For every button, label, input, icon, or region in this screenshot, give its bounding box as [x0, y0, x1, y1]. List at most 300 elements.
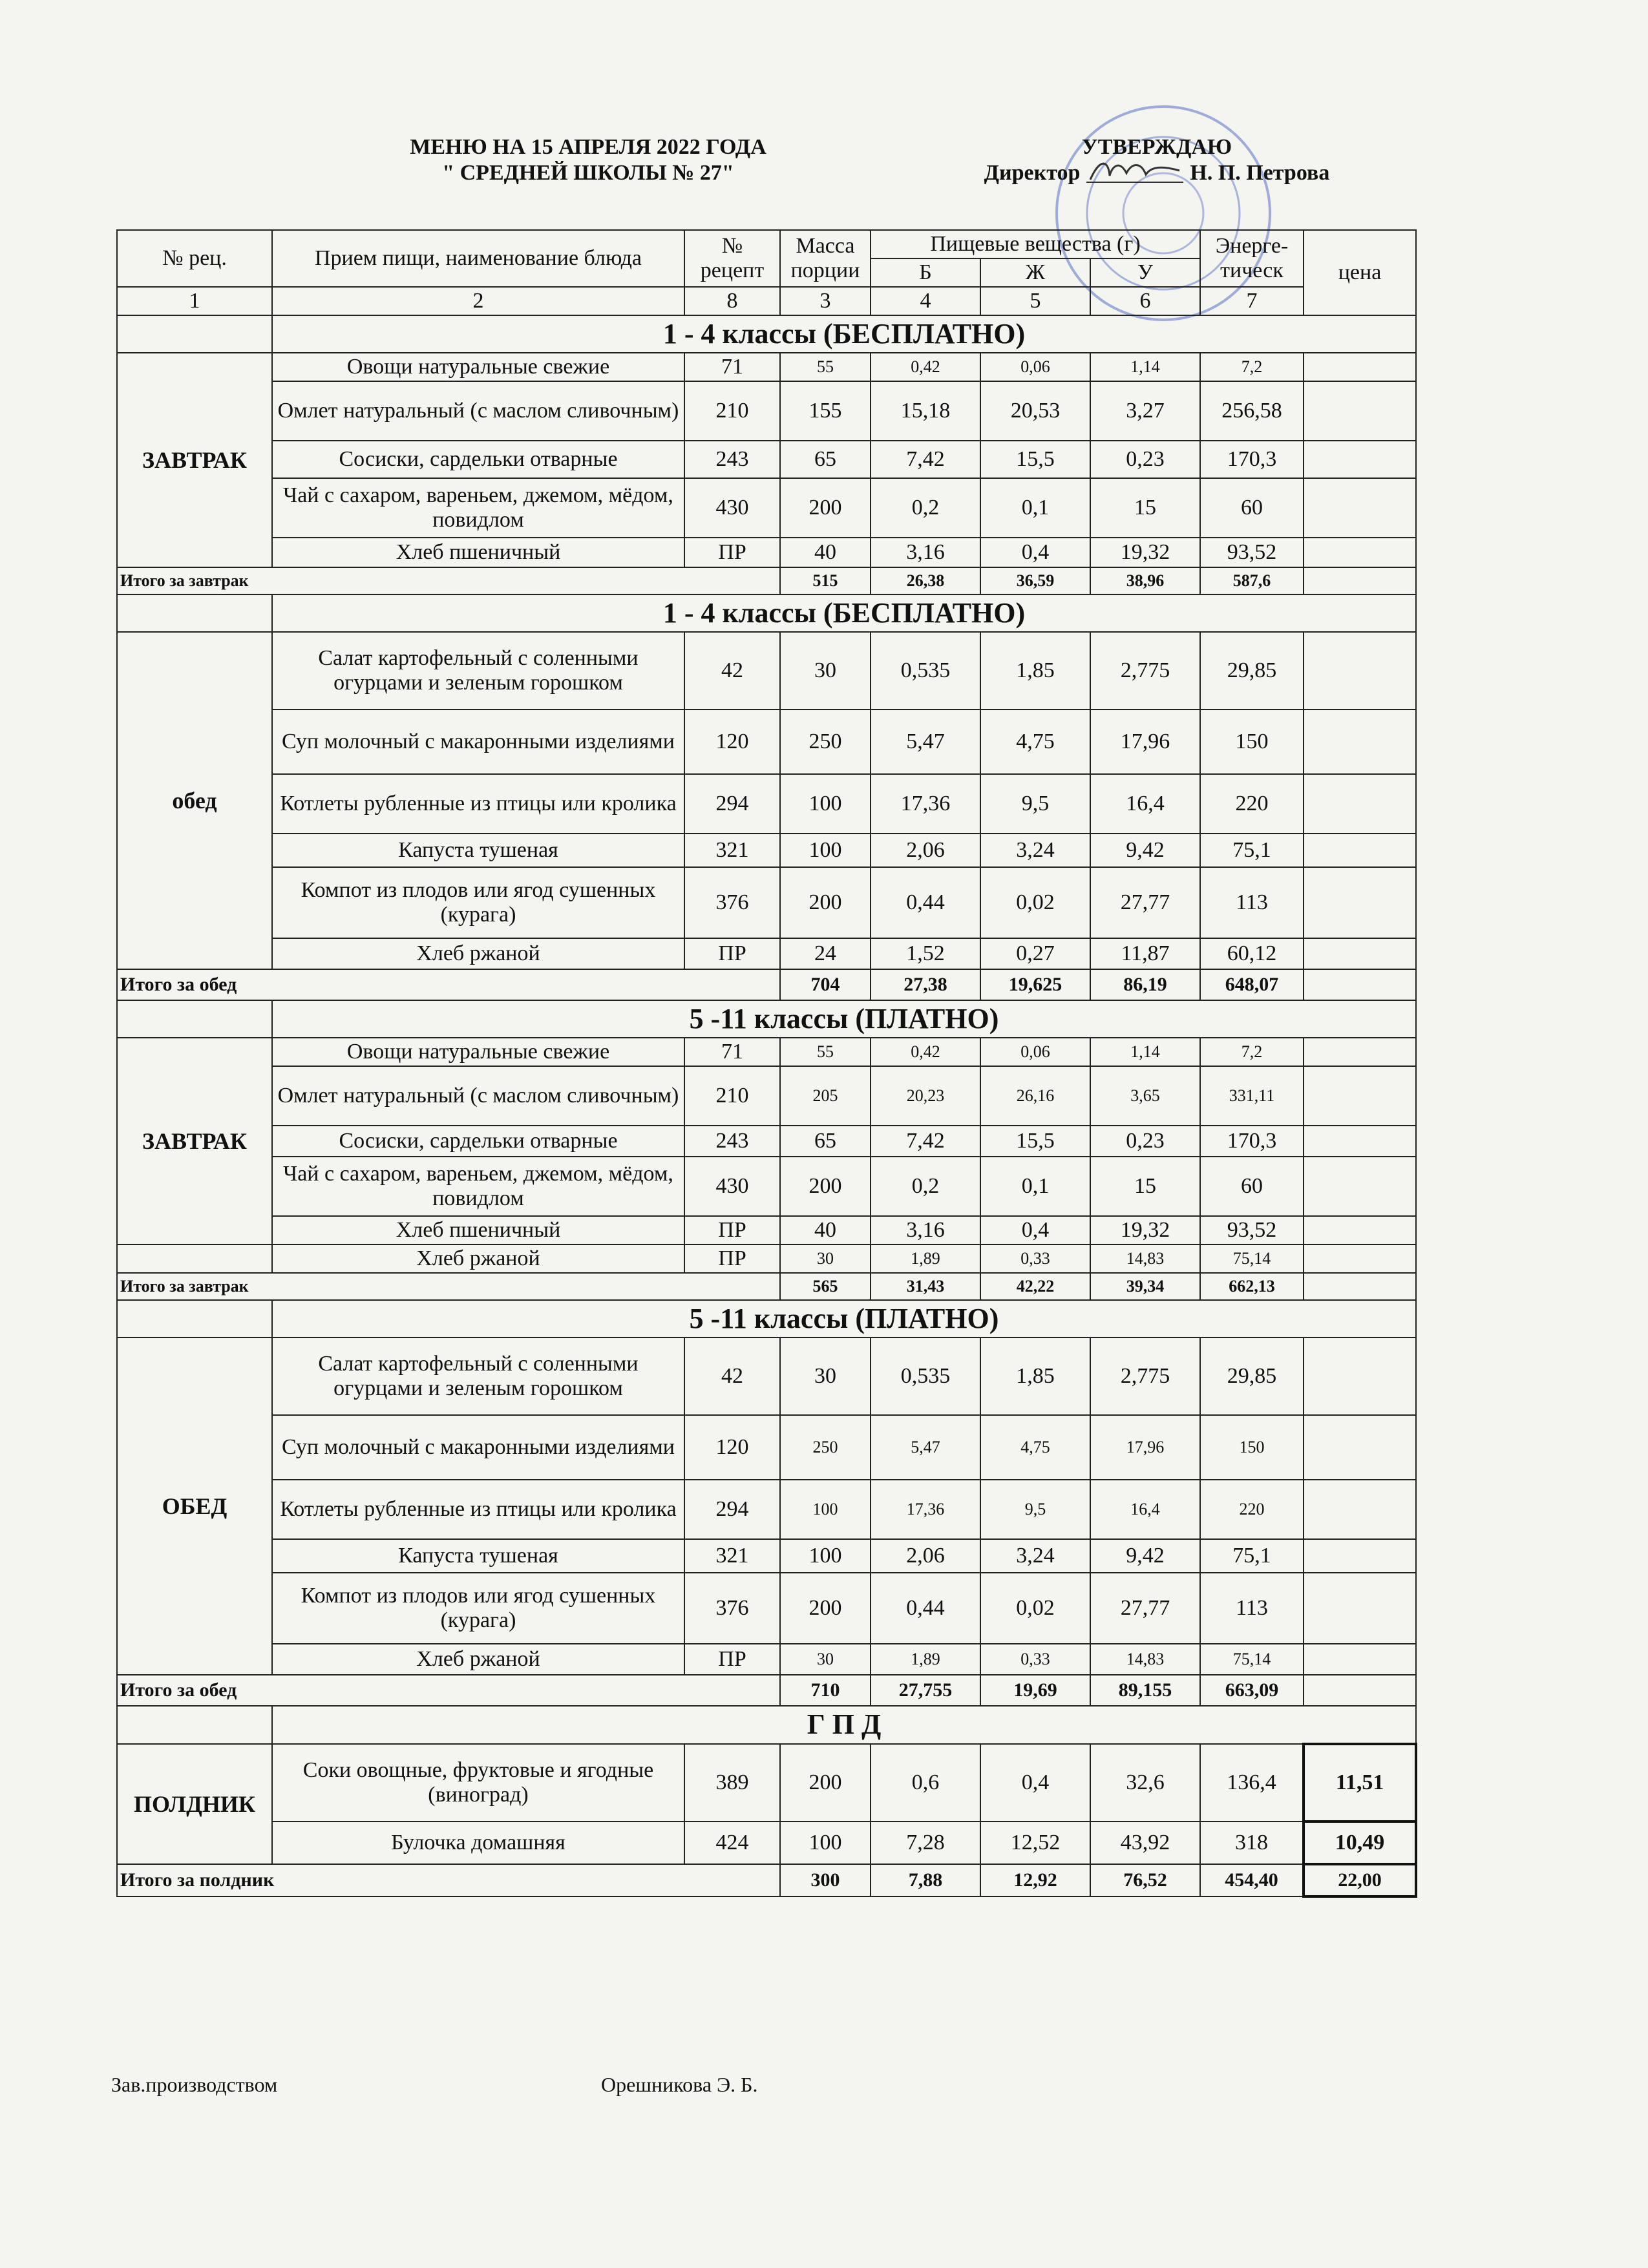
dish-name: Капуста тушеная — [272, 1539, 684, 1573]
carbs: 14,83 — [1090, 1644, 1200, 1675]
table-row — [117, 1480, 1416, 1539]
protein: 0,535 — [871, 1338, 980, 1415]
fat: 0,33 — [980, 1644, 1090, 1675]
price — [1304, 1126, 1416, 1157]
section-row — [117, 1300, 1416, 1338]
header-row — [117, 230, 1416, 258]
energy: 170,3 — [1200, 1126, 1304, 1157]
dish-name: Хлеб ржаной — [272, 1244, 684, 1273]
table-row — [117, 1126, 1416, 1157]
price — [1304, 1573, 1416, 1644]
total-label: Итого за обед — [117, 969, 780, 1000]
colnum: 8 — [684, 287, 780, 315]
approval-block — [931, 134, 1383, 186]
dish-name: Салат картофельный с соленными огурцами и зеленым горошком — [272, 1338, 684, 1415]
fat: 0,02 — [980, 1573, 1090, 1644]
carbs: 2,775 — [1090, 1338, 1200, 1415]
section-title: 5 -11 классы (ПЛАТНО) — [272, 1000, 1416, 1038]
fat: 20,53 — [980, 381, 1090, 441]
empty-cell — [117, 1244, 272, 1273]
total-row — [117, 1864, 1416, 1896]
meal-label: ЗАВТРАК — [117, 1038, 272, 1244]
section-row — [117, 594, 1416, 632]
approval-position: Директор — [984, 161, 1081, 185]
table-row — [117, 1244, 1416, 1273]
carbs: 11,87 — [1090, 938, 1200, 969]
colnum: 6 — [1090, 287, 1200, 315]
mass: 24 — [780, 938, 871, 969]
total-mass: 300 — [780, 1864, 871, 1896]
protein: 1,89 — [871, 1644, 980, 1675]
dish-name: Компот из плодов или ягод сушенных (курага) — [272, 867, 684, 938]
price — [1304, 709, 1416, 774]
dish-name: Хлеб ржаной — [272, 938, 684, 969]
total-row — [117, 969, 1416, 1000]
energy: 136,4 — [1200, 1744, 1304, 1822]
total-protein: 31,43 — [871, 1273, 980, 1300]
protein: 2,06 — [871, 834, 980, 867]
dish-name: Суп молочный с макаронными изделиями — [272, 1415, 684, 1480]
meal-label: ОБЕД — [117, 1338, 272, 1675]
carbs: 3,65 — [1090, 1066, 1200, 1126]
recipe-no: 210 — [684, 1066, 780, 1126]
energy: 75,1 — [1200, 1539, 1304, 1573]
table-row — [117, 1822, 1416, 1864]
fat: 26,16 — [980, 1066, 1090, 1126]
energy: 150 — [1200, 709, 1304, 774]
carbs: 2,775 — [1090, 632, 1200, 709]
mass: 100 — [780, 834, 871, 867]
recipe-no: 430 — [684, 1157, 780, 1216]
table-row — [117, 1644, 1416, 1675]
fat: 0,33 — [980, 1244, 1090, 1273]
energy: 75,14 — [1200, 1644, 1304, 1675]
section-row — [117, 1706, 1416, 1744]
recipe-no: 42 — [684, 632, 780, 709]
price — [1304, 1415, 1416, 1480]
meal-label: ПОЛДНИК — [117, 1744, 272, 1864]
total-energy: 663,09 — [1200, 1675, 1304, 1706]
price — [1304, 938, 1416, 969]
price: 11,51 — [1304, 1744, 1416, 1822]
carbs: 43,92 — [1090, 1822, 1200, 1864]
dish-name: Салат картофельный с соленными огурцами и зеленым горошком — [272, 632, 684, 709]
carbs: 3,27 — [1090, 381, 1200, 441]
energy: 113 — [1200, 1573, 1304, 1644]
protein: 7,42 — [871, 441, 980, 478]
mass: 40 — [780, 1216, 871, 1244]
price — [1304, 1644, 1416, 1675]
recipe-no: ПР — [684, 1644, 780, 1675]
header-energy: Энерге- тическ — [1200, 230, 1304, 287]
protein: 7,42 — [871, 1126, 980, 1157]
price — [1304, 1244, 1416, 1273]
fat: 0,4 — [980, 1216, 1090, 1244]
total-fat: 42,22 — [980, 1273, 1090, 1300]
protein: 0,42 — [871, 353, 980, 381]
fat: 0,4 — [980, 538, 1090, 567]
price — [1304, 441, 1416, 478]
table-row — [117, 1338, 1416, 1415]
dish-name: Омлет натуральный (с маслом сливочным) — [272, 1066, 684, 1126]
fat: 0,06 — [980, 1038, 1090, 1066]
total-fat: 19,69 — [980, 1675, 1090, 1706]
mass: 200 — [780, 867, 871, 938]
carbs: 15 — [1090, 1157, 1200, 1216]
energy: 170,3 — [1200, 441, 1304, 478]
table-row — [117, 1415, 1416, 1480]
table-row — [117, 441, 1416, 478]
dish-name: Компот из плодов или ягод сушенных (курага) — [272, 1573, 684, 1644]
menu-table — [116, 229, 1417, 1898]
table-row — [117, 478, 1416, 538]
recipe-no: 243 — [684, 441, 780, 478]
total-protein: 26,38 — [871, 567, 980, 594]
energy: 331,11 — [1200, 1066, 1304, 1126]
total-protein: 27,38 — [871, 969, 980, 1000]
mass: 100 — [780, 774, 871, 834]
recipe-no: ПР — [684, 938, 780, 969]
total-price — [1304, 1675, 1416, 1706]
fat: 1,85 — [980, 1338, 1090, 1415]
colnum: 4 — [871, 287, 980, 315]
mass: 30 — [780, 632, 871, 709]
protein: 3,16 — [871, 538, 980, 567]
mass: 200 — [780, 1157, 871, 1216]
fat: 9,5 — [980, 1480, 1090, 1539]
dish-name: Хлеб пшеничный — [272, 538, 684, 567]
dish-name: Котлеты рубленные из птицы или кролика — [272, 774, 684, 834]
fat: 4,75 — [980, 1415, 1090, 1480]
price — [1304, 834, 1416, 867]
total-energy: 648,07 — [1200, 969, 1304, 1000]
carbs: 15 — [1090, 478, 1200, 538]
carbs: 27,77 — [1090, 867, 1200, 938]
fat: 1,85 — [980, 632, 1090, 709]
total-fat: 19,625 — [980, 969, 1090, 1000]
colnum: 7 — [1200, 287, 1304, 315]
energy: 113 — [1200, 867, 1304, 938]
protein: 20,23 — [871, 1066, 980, 1126]
recipe-no: 42 — [684, 1338, 780, 1415]
table-row — [117, 1539, 1416, 1573]
approval-name: Н. П. Петрова — [1190, 161, 1330, 185]
energy: 7,2 — [1200, 1038, 1304, 1066]
recipe-no: 389 — [684, 1744, 780, 1822]
protein: 15,18 — [871, 381, 980, 441]
section-title: 5 -11 классы (ПЛАТНО) — [272, 1300, 1416, 1338]
header-price: цена — [1304, 230, 1416, 315]
mass: 250 — [780, 709, 871, 774]
carbs: 0,23 — [1090, 441, 1200, 478]
fat: 0,27 — [980, 938, 1090, 969]
carbs: 32,6 — [1090, 1744, 1200, 1822]
recipe-no: 210 — [684, 381, 780, 441]
energy: 75,14 — [1200, 1244, 1304, 1273]
dish-name: Булочка домашняя — [272, 1822, 684, 1864]
total-energy: 587,6 — [1200, 567, 1304, 594]
total-mass: 515 — [780, 567, 871, 594]
table-row — [117, 632, 1416, 709]
recipe-no: 294 — [684, 774, 780, 834]
protein: 5,47 — [871, 1415, 980, 1480]
recipe-no: 430 — [684, 478, 780, 538]
carbs: 16,4 — [1090, 774, 1200, 834]
total-row — [117, 1273, 1416, 1300]
recipe-no: 321 — [684, 1539, 780, 1573]
fat: 0,1 — [980, 1157, 1090, 1216]
energy: 60,12 — [1200, 938, 1304, 969]
dish-name: Сосиски, сардельки отварные — [272, 1126, 684, 1157]
protein: 0,2 — [871, 1157, 980, 1216]
colnum: 3 — [780, 287, 871, 315]
total-carbs: 38,96 — [1090, 567, 1200, 594]
energy: 29,85 — [1200, 632, 1304, 709]
fat: 0,06 — [980, 353, 1090, 381]
header-nutrients: Пищевые вещества (г) — [871, 230, 1200, 258]
table-row — [117, 774, 1416, 834]
total-fat: 12,92 — [980, 1864, 1090, 1896]
carbs: 1,14 — [1090, 1038, 1200, 1066]
table-row — [117, 538, 1416, 567]
mass: 155 — [780, 381, 871, 441]
total-label: Итого за обед — [117, 1675, 780, 1706]
colnum: 2 — [272, 287, 684, 315]
table-row — [117, 938, 1416, 969]
mass: 55 — [780, 353, 871, 381]
fat: 15,5 — [980, 1126, 1090, 1157]
dish-name: Хлеб пшеничный — [272, 1216, 684, 1244]
mass: 100 — [780, 1480, 871, 1539]
carbs: 14,83 — [1090, 1244, 1200, 1273]
table-row — [117, 353, 1416, 381]
price — [1304, 538, 1416, 567]
table-row — [117, 709, 1416, 774]
energy: 93,52 — [1200, 1216, 1304, 1244]
title-line1: МЕНЮ НА 15 АПРЕЛЯ 2022 ГОДА — [410, 135, 766, 159]
energy: 220 — [1200, 774, 1304, 834]
protein: 0,6 — [871, 1744, 980, 1822]
colnum: 1 — [117, 287, 272, 315]
total-label: Итого за завтрак — [117, 567, 780, 594]
price — [1304, 1216, 1416, 1244]
total-label: Итого за полдник — [117, 1864, 780, 1896]
table-row — [117, 381, 1416, 441]
total-price: 22,00 — [1304, 1864, 1416, 1896]
total-protein: 7,88 — [871, 1864, 980, 1896]
mass: 200 — [780, 1573, 871, 1644]
table-row — [117, 1573, 1416, 1644]
dish-name: Капуста тушеная — [272, 834, 684, 867]
mass: 100 — [780, 1822, 871, 1864]
price — [1304, 1066, 1416, 1126]
price — [1304, 353, 1416, 381]
table-row — [117, 1744, 1416, 1822]
protein: 1,89 — [871, 1244, 980, 1273]
price — [1304, 478, 1416, 538]
fat: 0,02 — [980, 867, 1090, 938]
total-label: Итого за завтрак — [117, 1273, 780, 1300]
protein: 17,36 — [871, 774, 980, 834]
meal-label: ЗАВТРАК — [117, 353, 272, 567]
footer-position: Зав.производством — [111, 2073, 278, 2096]
recipe-no: 294 — [684, 1480, 780, 1539]
protein: 7,28 — [871, 1822, 980, 1864]
fat: 3,24 — [980, 834, 1090, 867]
recipe-no: 376 — [684, 867, 780, 938]
price — [1304, 381, 1416, 441]
protein: 0,44 — [871, 867, 980, 938]
price — [1304, 1157, 1416, 1216]
protein: 0,535 — [871, 632, 980, 709]
carbs: 17,96 — [1090, 709, 1200, 774]
fat: 15,5 — [980, 441, 1090, 478]
dish-name: Чай с сахаром, вареньем, джемом, мёдом, повидлом — [272, 1157, 684, 1216]
fat: 0,4 — [980, 1744, 1090, 1822]
mass: 205 — [780, 1066, 871, 1126]
total-price — [1304, 567, 1416, 594]
protein: 2,06 — [871, 1539, 980, 1573]
total-row — [117, 1675, 1416, 1706]
table-row — [117, 834, 1416, 867]
header-mass: Масса порции — [780, 230, 871, 287]
mass: 30 — [780, 1338, 871, 1415]
title-line2: " СРЕДНЕЙ ШКОЛЫ № 27" — [442, 161, 734, 185]
dish-name: Хлеб ржаной — [272, 1644, 684, 1675]
energy: 318 — [1200, 1822, 1304, 1864]
energy: 7,2 — [1200, 353, 1304, 381]
dish-name: Котлеты рубленные из птицы или кролика — [272, 1480, 684, 1539]
header-zh: Ж — [980, 258, 1090, 287]
mass: 40 — [780, 538, 871, 567]
carbs: 9,42 — [1090, 834, 1200, 867]
mass: 30 — [780, 1244, 871, 1273]
energy: 150 — [1200, 1415, 1304, 1480]
total-price — [1304, 969, 1416, 1000]
price — [1304, 867, 1416, 938]
mass: 65 — [780, 1126, 871, 1157]
mass: 65 — [780, 441, 871, 478]
recipe-no: 71 — [684, 1038, 780, 1066]
mass: 250 — [780, 1415, 871, 1480]
mass: 200 — [780, 1744, 871, 1822]
column-number-row — [117, 287, 1416, 315]
recipe-no: 321 — [684, 834, 780, 867]
mass: 55 — [780, 1038, 871, 1066]
dish-name: Сосиски, сардельки отварные — [272, 441, 684, 478]
price — [1304, 1539, 1416, 1573]
recipe-no: 120 — [684, 1415, 780, 1480]
price — [1304, 632, 1416, 709]
energy: 29,85 — [1200, 1338, 1304, 1415]
recipe-no: 376 — [684, 1573, 780, 1644]
footer-name: Орешникова Э. Б. — [601, 2073, 758, 2096]
recipe-no: 243 — [684, 1126, 780, 1157]
total-mass: 710 — [780, 1675, 871, 1706]
total-energy: 454,40 — [1200, 1864, 1304, 1896]
table-row — [117, 1066, 1416, 1126]
table-row — [117, 1157, 1416, 1216]
energy: 220 — [1200, 1480, 1304, 1539]
recipe-no: 120 — [684, 709, 780, 774]
energy: 75,1 — [1200, 834, 1304, 867]
carbs: 27,77 — [1090, 1573, 1200, 1644]
recipe-no: ПР — [684, 1216, 780, 1244]
total-protein: 27,755 — [871, 1675, 980, 1706]
energy: 256,58 — [1200, 381, 1304, 441]
dish-name: Соки овощные, фруктовые и ягодные (виноград) — [272, 1744, 684, 1822]
total-energy: 662,13 — [1200, 1273, 1304, 1300]
carbs: 16,4 — [1090, 1480, 1200, 1539]
approval-label: УТВЕРЖДАЮ — [1081, 135, 1232, 159]
total-mass: 704 — [780, 969, 871, 1000]
mass: 30 — [780, 1644, 871, 1675]
section-title: 1 - 4 классы (БЕСПЛАТНО) — [272, 594, 1416, 632]
colnum: 5 — [980, 287, 1090, 315]
carbs: 19,32 — [1090, 538, 1200, 567]
recipe-no: ПР — [684, 538, 780, 567]
dish-name: Овощи натуральные свежие — [272, 353, 684, 381]
total-carbs: 86,19 — [1090, 969, 1200, 1000]
mass: 200 — [780, 478, 871, 538]
fat: 12,52 — [980, 1822, 1090, 1864]
carbs: 1,14 — [1090, 353, 1200, 381]
price — [1304, 1338, 1416, 1415]
header-b: Б — [871, 258, 980, 287]
table-row — [117, 867, 1416, 938]
total-fat: 36,59 — [980, 567, 1090, 594]
protein: 0,42 — [871, 1038, 980, 1066]
dish-name: Чай с сахаром, вареньем, джемом, мёдом, повидлом — [272, 478, 684, 538]
protein: 0,44 — [871, 1573, 980, 1644]
fat: 9,5 — [980, 774, 1090, 834]
section-title: 1 - 4 классы (БЕСПЛАТНО) — [272, 315, 1416, 353]
header-dish: Прием пищи, наименование блюда — [272, 230, 684, 287]
total-price — [1304, 1273, 1416, 1300]
section-row — [117, 1000, 1416, 1038]
table-row — [117, 1038, 1416, 1066]
fat: 4,75 — [980, 709, 1090, 774]
fat: 3,24 — [980, 1539, 1090, 1573]
energy: 60 — [1200, 478, 1304, 538]
price — [1304, 1480, 1416, 1539]
dish-name: Омлет натуральный (с маслом сливочным) — [272, 381, 684, 441]
header-u: У — [1090, 258, 1200, 287]
recipe-no: 71 — [684, 353, 780, 381]
protein: 5,47 — [871, 709, 980, 774]
header-recipe-no: № рецепт — [684, 230, 780, 287]
dish-name: Суп молочный с макаронными изделиями — [272, 709, 684, 774]
total-carbs: 76,52 — [1090, 1864, 1200, 1896]
carbs: 19,32 — [1090, 1216, 1200, 1244]
mass: 100 — [780, 1539, 871, 1573]
recipe-no: ПР — [684, 1244, 780, 1273]
price: 10,49 — [1304, 1822, 1416, 1864]
protein: 3,16 — [871, 1216, 980, 1244]
header-rec-no: № рец. — [117, 230, 272, 287]
protein: 0,2 — [871, 478, 980, 538]
protein: 17,36 — [871, 1480, 980, 1539]
protein: 1,52 — [871, 938, 980, 969]
carbs: 17,96 — [1090, 1415, 1200, 1480]
total-row — [117, 567, 1416, 594]
total-carbs: 39,34 — [1090, 1273, 1200, 1300]
energy: 60 — [1200, 1157, 1304, 1216]
carbs: 0,23 — [1090, 1126, 1200, 1157]
price — [1304, 1038, 1416, 1066]
signature-icon — [1086, 160, 1183, 186]
recipe-no: 424 — [684, 1822, 780, 1864]
